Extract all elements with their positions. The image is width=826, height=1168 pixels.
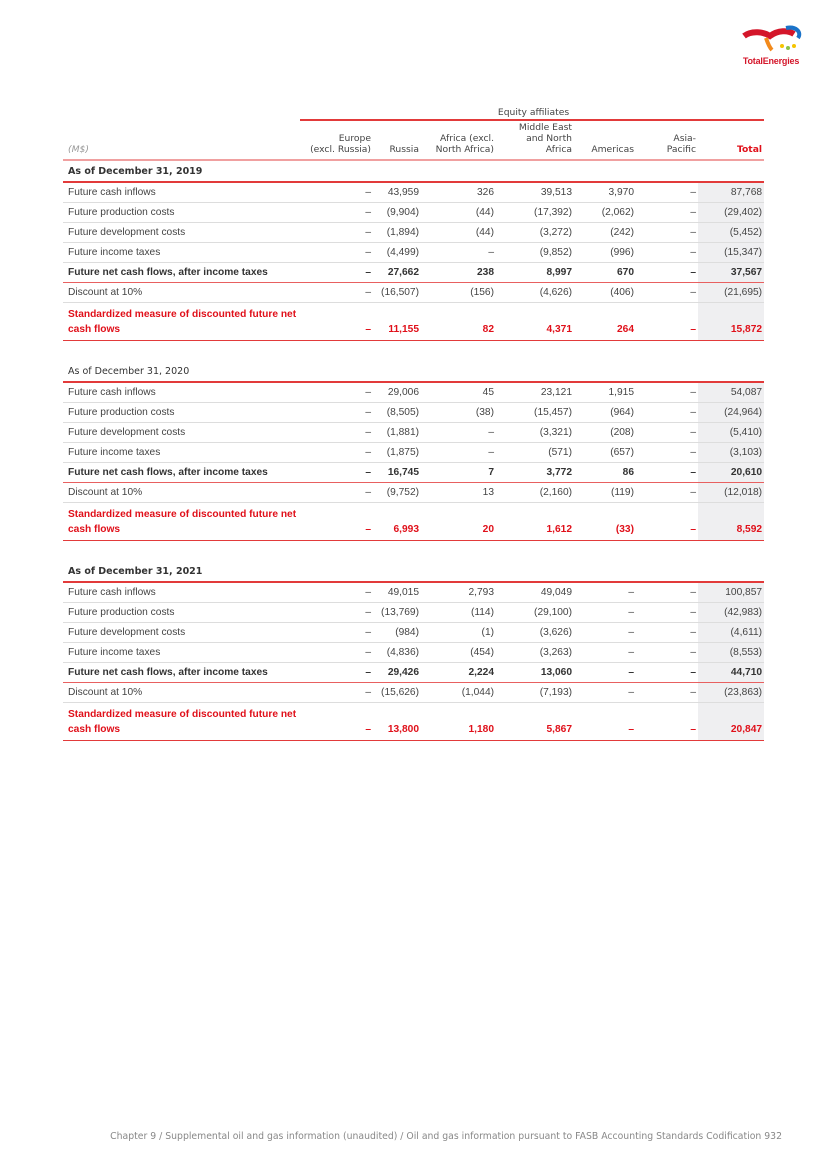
cell-value: –: [300, 603, 373, 623]
section-title: As of December 31, 2020: [63, 361, 764, 382]
cell-value: –: [300, 403, 373, 423]
table-row: [63, 243, 764, 263]
cell-value: –: [636, 303, 698, 341]
future-cash-flows-table: [63, 98, 764, 741]
row-label: Standardized measure of discounted future net cash flows: [63, 303, 300, 341]
cell-value: 13: [421, 483, 496, 503]
cell-value: (984): [373, 623, 421, 643]
cell-value: (13,769): [373, 603, 421, 623]
cell-value: –: [636, 582, 698, 603]
cell-value: (156): [421, 283, 496, 303]
cell-value: –: [300, 443, 373, 463]
cell-value: (8,553): [698, 643, 764, 663]
cell-value: –: [636, 663, 698, 683]
cell-value: (4,626): [496, 283, 574, 303]
cell-value: (33): [574, 503, 636, 541]
cell-value: –: [300, 663, 373, 683]
cell-value: 87,768: [698, 182, 764, 203]
cell-value: 15,872: [698, 303, 764, 341]
cell-value: 23,121: [496, 382, 574, 403]
cell-value: –: [574, 703, 636, 741]
cell-value: –: [636, 243, 698, 263]
cell-value: (1,044): [421, 683, 496, 703]
cell-value: 39,513: [496, 182, 574, 203]
cell-value: (5,452): [698, 223, 764, 243]
cell-value: –: [636, 223, 698, 243]
cell-value: (996): [574, 243, 636, 263]
row-label: Future income taxes: [63, 443, 300, 463]
cell-value: (9,904): [373, 203, 421, 223]
cell-value: –: [300, 223, 373, 243]
column-header: Total: [698, 120, 764, 160]
cell-value: –: [636, 403, 698, 423]
cell-value: (1,875): [373, 443, 421, 463]
column-header: Americas: [574, 120, 636, 160]
cell-value: –: [300, 483, 373, 503]
cell-value: –: [421, 443, 496, 463]
cell-value: (38): [421, 403, 496, 423]
cell-value: (29,100): [496, 603, 574, 623]
row-label: Future net cash flows, after income taxes: [63, 463, 300, 483]
cell-value: 49,015: [373, 582, 421, 603]
cell-value: (24,964): [698, 403, 764, 423]
cell-value: –: [636, 683, 698, 703]
cell-value: –: [636, 463, 698, 483]
cell-value: (571): [496, 443, 574, 463]
cell-value: –: [300, 203, 373, 223]
column-header: Europe (excl. Russia): [300, 120, 373, 160]
cell-value: 11,155: [373, 303, 421, 341]
row-label: Future development costs: [63, 423, 300, 443]
row-label: Standardized measure of discounted future net cash flows: [63, 703, 300, 741]
cell-value: (7,193): [496, 683, 574, 703]
cell-value: 238: [421, 263, 496, 283]
table-row: [63, 223, 764, 243]
cell-value: –: [636, 382, 698, 403]
cell-value: (114): [421, 603, 496, 623]
row-label: Discount at 10%: [63, 483, 300, 503]
row-label: Future production costs: [63, 203, 300, 223]
cell-value: 2,793: [421, 582, 496, 603]
cell-value: 2,224: [421, 663, 496, 683]
cell-value: –: [636, 703, 698, 741]
cell-value: (44): [421, 203, 496, 223]
cell-value: –: [300, 182, 373, 203]
cell-value: (17,392): [496, 203, 574, 223]
cell-value: 44,710: [698, 663, 764, 683]
row-label: Standardized measure of discounted future net cash flows: [63, 503, 300, 541]
table-row: [63, 643, 764, 663]
row-label: Future development costs: [63, 223, 300, 243]
cell-value: –: [300, 382, 373, 403]
column-header: Russia: [373, 120, 421, 160]
cell-value: 6,993: [373, 503, 421, 541]
table-row: [63, 463, 764, 483]
column-header: Asia- Pacific: [636, 120, 698, 160]
cell-value: (4,611): [698, 623, 764, 643]
cell-value: –: [300, 463, 373, 483]
cell-value: (23,863): [698, 683, 764, 703]
cell-value: 27,662: [373, 263, 421, 283]
table-row: [63, 503, 764, 541]
table-row: [63, 203, 764, 223]
cell-value: (29,402): [698, 203, 764, 223]
cell-value: 264: [574, 303, 636, 341]
section-title: As of December 31, 2019: [63, 160, 764, 182]
table-row: [63, 443, 764, 463]
page-footer: Chapter 9 / Supplemental oil and gas information (unaudited) / Oil and gas information pursuant to FASB Accounting Standards Codification 932: [110, 1131, 782, 1142]
table-row: [63, 603, 764, 623]
cell-value: –: [574, 582, 636, 603]
cell-value: 37,567: [698, 263, 764, 283]
cell-value: 5,867: [496, 703, 574, 741]
cell-value: –: [636, 203, 698, 223]
row-label: Future net cash flows, after income taxes: [63, 263, 300, 283]
cell-value: –: [636, 423, 698, 443]
cell-value: –: [636, 623, 698, 643]
cell-value: –: [636, 182, 698, 203]
cell-value: 100,857: [698, 582, 764, 603]
cell-value: 20,610: [698, 463, 764, 483]
cell-value: (5,410): [698, 423, 764, 443]
cell-value: –: [574, 623, 636, 643]
table-row: [63, 582, 764, 603]
row-label: Future income taxes: [63, 243, 300, 263]
cell-value: 1,612: [496, 503, 574, 541]
cell-value: (15,347): [698, 243, 764, 263]
column-header: Africa (excl. North Africa): [421, 120, 496, 160]
cell-value: 3,970: [574, 182, 636, 203]
cell-value: (964): [574, 403, 636, 423]
cell-value: –: [300, 703, 373, 741]
cell-value: (16,507): [373, 283, 421, 303]
cell-value: (657): [574, 443, 636, 463]
cell-value: –: [300, 643, 373, 663]
table-row: [63, 283, 764, 303]
cell-value: (1,894): [373, 223, 421, 243]
cell-value: –: [300, 303, 373, 341]
row-label: Future net cash flows, after income taxes: [63, 663, 300, 683]
cell-value: (119): [574, 483, 636, 503]
cell-value: (42,983): [698, 603, 764, 623]
row-label: Future cash inflows: [63, 382, 300, 403]
table-row: [63, 483, 764, 503]
cell-value: 13,800: [373, 703, 421, 741]
cell-value: –: [574, 683, 636, 703]
cell-value: (12,018): [698, 483, 764, 503]
table-row: [63, 623, 764, 643]
cell-value: –: [636, 643, 698, 663]
cell-value: (21,695): [698, 283, 764, 303]
cell-value: (4,499): [373, 243, 421, 263]
cell-value: –: [300, 683, 373, 703]
cell-value: 326: [421, 182, 496, 203]
cell-value: (1,881): [373, 423, 421, 443]
cell-value: –: [421, 423, 496, 443]
cell-value: (454): [421, 643, 496, 663]
row-label: Discount at 10%: [63, 283, 300, 303]
cell-value: (3,272): [496, 223, 574, 243]
cell-value: 54,087: [698, 382, 764, 403]
cell-value: (9,852): [496, 243, 574, 263]
cell-value: 7: [421, 463, 496, 483]
cell-value: –: [636, 603, 698, 623]
table-row: [63, 703, 764, 741]
table-row: [63, 423, 764, 443]
cell-value: (3,626): [496, 623, 574, 643]
cell-value: 86: [574, 463, 636, 483]
column-header: Middle East and North Africa: [496, 120, 574, 160]
cell-value: 670: [574, 263, 636, 283]
cell-value: (3,103): [698, 443, 764, 463]
cell-value: 3,772: [496, 463, 574, 483]
cell-value: –: [300, 582, 373, 603]
cell-value: 20: [421, 503, 496, 541]
table-row: [63, 683, 764, 703]
cell-value: –: [636, 263, 698, 283]
cell-value: (406): [574, 283, 636, 303]
table-row: [63, 403, 764, 423]
cell-value: (2,062): [574, 203, 636, 223]
cell-value: (2,160): [496, 483, 574, 503]
cell-value: –: [636, 483, 698, 503]
cell-value: –: [300, 423, 373, 443]
section-title: As of December 31, 2021: [63, 561, 764, 582]
cell-value: –: [300, 623, 373, 643]
table-row: [63, 182, 764, 203]
table-row: [63, 263, 764, 283]
row-label: Future production costs: [63, 403, 300, 423]
cell-value: 13,060: [496, 663, 574, 683]
row-label: Future development costs: [63, 623, 300, 643]
cell-value: (4,836): [373, 643, 421, 663]
table-row: [63, 663, 764, 683]
cell-value: –: [421, 243, 496, 263]
cell-value: (15,457): [496, 403, 574, 423]
totalenergies-logo: [738, 24, 804, 68]
cell-value: –: [574, 603, 636, 623]
logo-wordmark: TotalEnergies: [742, 56, 800, 66]
cell-value: 20,847: [698, 703, 764, 741]
equity-affiliates-header: Equity affiliates: [300, 98, 764, 120]
cell-value: 43,959: [373, 182, 421, 203]
cell-value: 1,915: [574, 382, 636, 403]
cell-value: (15,626): [373, 683, 421, 703]
cell-value: –: [636, 503, 698, 541]
logo-mark-icon: [738, 24, 804, 56]
row-label: Discount at 10%: [63, 683, 300, 703]
cell-value: 29,006: [373, 382, 421, 403]
cell-value: 45: [421, 382, 496, 403]
cell-value: –: [300, 263, 373, 283]
cell-value: –: [574, 643, 636, 663]
cell-value: –: [300, 283, 373, 303]
cell-value: (9,752): [373, 483, 421, 503]
cell-value: (44): [421, 223, 496, 243]
cell-value: –: [574, 663, 636, 683]
cell-value: (3,321): [496, 423, 574, 443]
cell-value: 82: [421, 303, 496, 341]
table-row: [63, 303, 764, 341]
cell-value: (242): [574, 223, 636, 243]
cell-value: 16,745: [373, 463, 421, 483]
cell-value: 1,180: [421, 703, 496, 741]
cell-value: (1): [421, 623, 496, 643]
cell-value: 8,997: [496, 263, 574, 283]
cell-value: 49,049: [496, 582, 574, 603]
cell-value: (208): [574, 423, 636, 443]
cell-value: (8,505): [373, 403, 421, 423]
unit-label: (M$): [63, 120, 300, 160]
cell-value: 8,592: [698, 503, 764, 541]
cell-value: 29,426: [373, 663, 421, 683]
row-label: Future cash inflows: [63, 582, 300, 603]
cell-value: –: [300, 503, 373, 541]
cell-value: (3,263): [496, 643, 574, 663]
cell-value: –: [636, 443, 698, 463]
cell-value: –: [636, 283, 698, 303]
row-label: Future income taxes: [63, 643, 300, 663]
row-label: Future cash inflows: [63, 182, 300, 203]
row-label: Future production costs: [63, 603, 300, 623]
table-row: [63, 382, 764, 403]
cell-value: 4,371: [496, 303, 574, 341]
cell-value: –: [300, 243, 373, 263]
